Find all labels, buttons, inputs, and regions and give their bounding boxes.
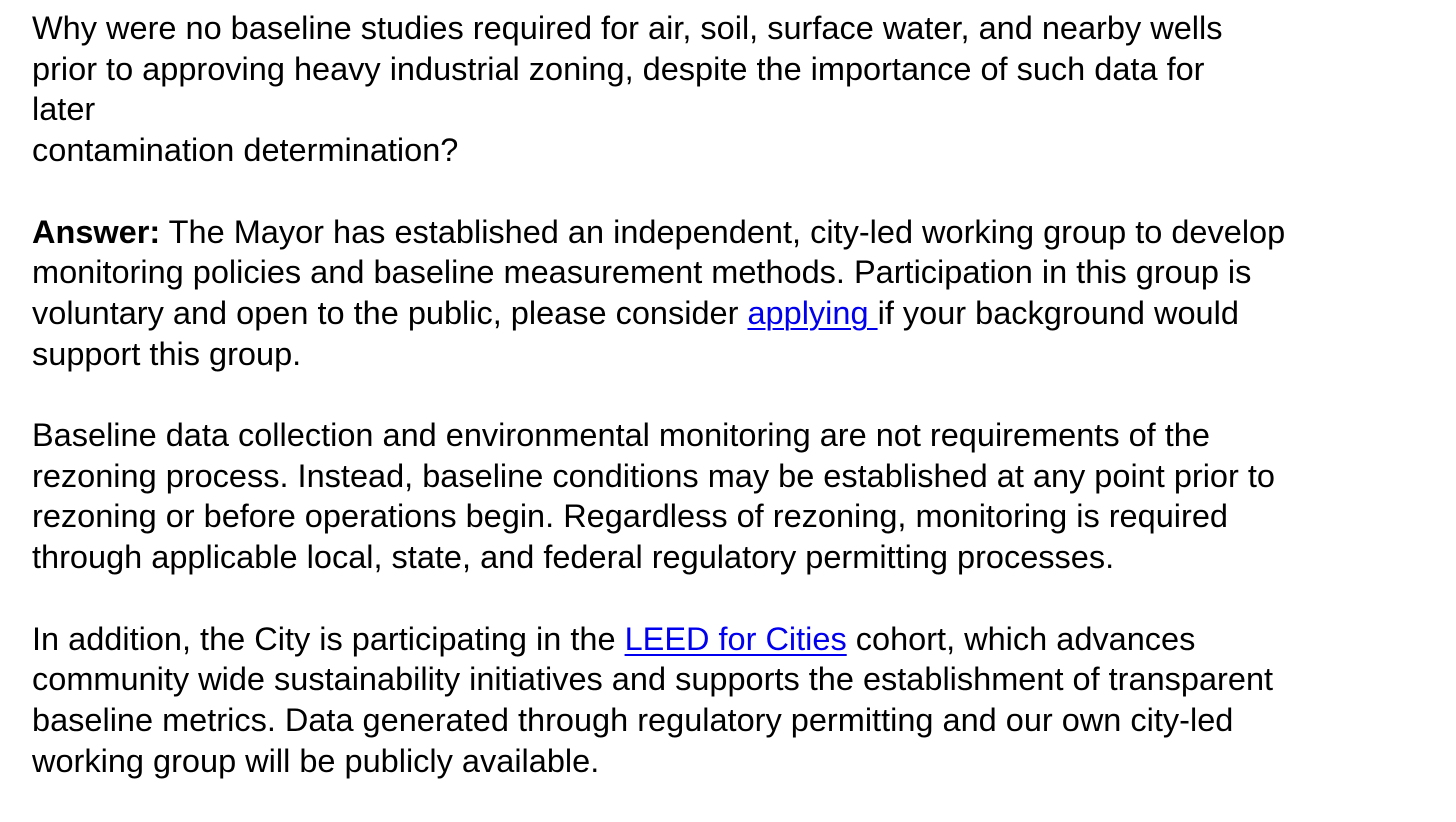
answer-line-3-after: if your background would [877, 294, 1239, 331]
baseline-line-4: through applicable local, state, and federal regulatory permitting processes. [32, 539, 1115, 576]
answer-line-1-text: The Mayor has established an independent, city-led working group to develop [160, 213, 1286, 250]
applying-link[interactable]: applying [747, 294, 878, 331]
answer-line-4: support this group. [32, 335, 302, 372]
leed-line-2: community wide sustainability initiatives and supports the establishment of transparent [32, 661, 1274, 698]
question-line-3: later [32, 91, 96, 128]
leed-paragraph [32, 619, 1432, 782]
baseline-line-2: rezoning process. Instead, baseline conditions may be established at any point prior to [32, 457, 1275, 494]
question-line-2: prior to approving heavy industrial zoning, despite the importance of such data for [32, 50, 1205, 87]
baseline-paragraph [32, 415, 1432, 578]
question-paragraph [32, 8, 1432, 171]
baseline-line-3: rezoning or before operations begin. Regardless of rezoning, monitoring is required [32, 498, 1228, 535]
document-body [32, 8, 1432, 822]
leed-line-3: baseline metrics. Data generated through regulatory permitting and our own city-led [32, 701, 1234, 738]
answer-line-3-before: voluntary and open to the public, please consider [32, 294, 748, 331]
baseline-line-1: Baseline data collection and environmental monitoring are not requirements of the [32, 417, 1210, 453]
answer-line-1 [32, 212, 1432, 253]
leed-line-1-after: cohort, which advances [846, 620, 1196, 657]
answer-line-2: monitoring policies and baseline measurement methods. Participation in this group is [32, 254, 1252, 291]
question-line-1: Why were no baseline studies required for air, soil, surface water, and nearby wells [32, 10, 1223, 46]
leed-line-4: working group will be publicly available. [32, 742, 600, 779]
answer-label: Answer: [32, 213, 161, 250]
leed-line-1 [32, 619, 1432, 660]
leed-line-1-before: In addition, the City is participating in the [32, 620, 625, 657]
answer-line-3 [32, 293, 1432, 334]
question-line-4: contamination determination? [32, 132, 459, 169]
leed-for-cities-link[interactable]: LEED for Cities [624, 620, 847, 657]
answer-paragraph [32, 212, 1432, 375]
